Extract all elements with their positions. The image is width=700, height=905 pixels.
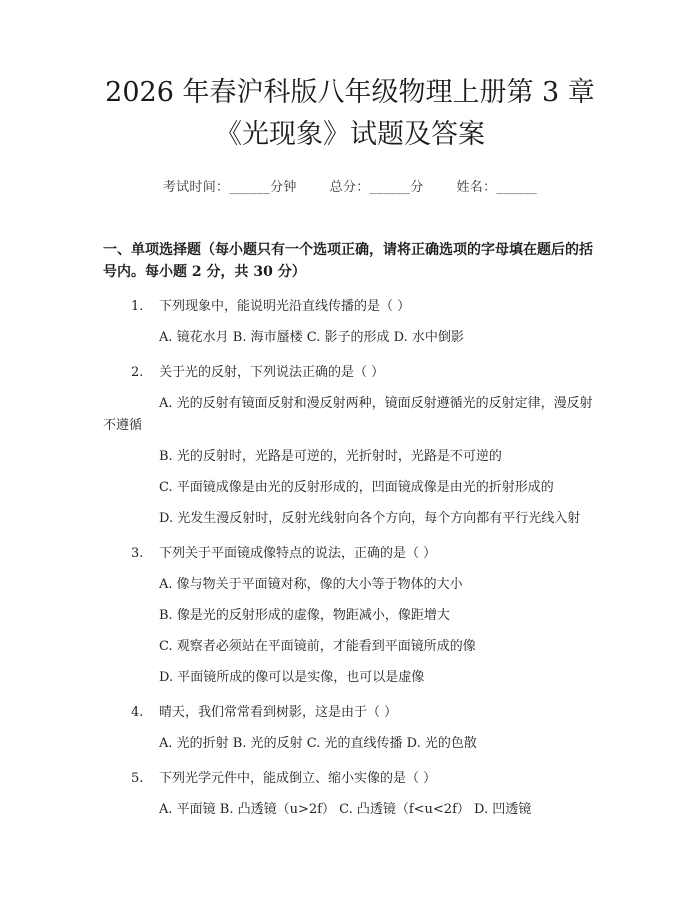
question-number: 3. xyxy=(131,546,144,561)
question-text: 晴天，我们常常看到树影，这是由于（ ） xyxy=(159,705,398,720)
question-3 xyxy=(103,543,597,689)
question-text: 下列现象中，能说明光沿直线传播的是（ ） xyxy=(159,299,411,314)
exam-time-label: 考试时间：______分钟 xyxy=(162,180,297,195)
question-options: A. 平面镜 B. 凸透镜（u>2f） C. 凸透镜（f<u<2f） D. 凹透镜 xyxy=(159,802,532,817)
question-number: 4. xyxy=(131,705,144,720)
option-d: D. 光发生漫反射时，反射光线射向各个方向，每个方向都有平行光线入射 xyxy=(159,511,581,526)
option-b: B. 像是光的反射形成的虚像，物距减小，像距增大 xyxy=(159,608,450,623)
question-2 xyxy=(103,362,597,530)
question-5 xyxy=(103,768,597,821)
document-title: 2026 年春沪科版八年级物理上册第 3 章《光现象》试题及答案 xyxy=(105,77,595,150)
question-text: 下列关于平面镜成像特点的说法，正确的是（ ） xyxy=(159,546,437,561)
question-text: 关于光的反射，下列说法正确的是（ ） xyxy=(159,365,385,380)
question-number: 2. xyxy=(131,365,144,380)
question-options: A. 镜花水月 B. 海市蜃楼 C. 影子的形成 D. 水中倒影 xyxy=(159,330,464,345)
option-c: C. 观察者必须站在平面镜前，才能看到平面镜所成的像 xyxy=(159,639,476,654)
question-number: 1. xyxy=(131,299,144,314)
option-b: B. 光的反射时，光路是可逆的，光折射时，光路是不可逆的 xyxy=(159,449,502,464)
section-title-single-choice: 一、单项选择题（每小题只有一个选项正确，请将正确选项的字母填在题后的括号内。每小题 2 分，共 30 分） xyxy=(103,242,593,280)
option-d: D. 平面镜所成的像可以是实像，也可以是虚像 xyxy=(159,670,425,685)
option-c: C. 平面镜成像是由光的反射形成的，凹面镜成像是由光的折射形成的 xyxy=(159,480,554,495)
total-score-label: 总分：______分 xyxy=(329,180,424,195)
question-4 xyxy=(103,702,597,755)
question-options: A. 光的折射 B. 光的反射 C. 光的直线传播 D. 光的色散 xyxy=(159,736,477,751)
question-number: 5. xyxy=(131,771,144,786)
question-1 xyxy=(103,296,597,349)
exam-info xyxy=(103,176,597,195)
name-label: 姓名：______ xyxy=(456,180,538,195)
question-text: 下列光学元件中，能成倒立、缩小实像的是（ ） xyxy=(159,771,437,786)
option-a: A. 光的反射有镜面反射和漫反射两种，镜面反射遵循光的反射定律，漫反射不遵循 xyxy=(103,396,593,433)
option-a: A. 像与物关于平面镜对称，像的大小等于物体的大小 xyxy=(159,577,463,592)
